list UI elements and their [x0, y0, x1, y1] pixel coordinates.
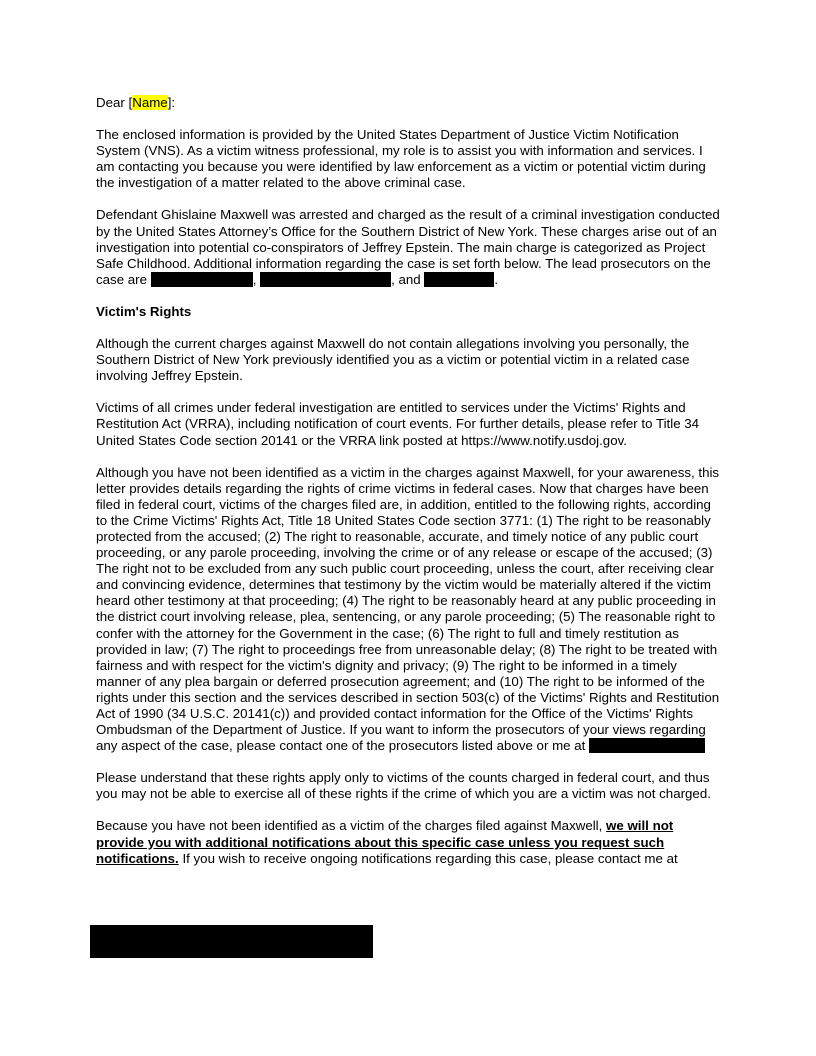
notification-warning: we will not provide you with additional notifications about this specific case unless you request such notifications.: [96, 818, 674, 866]
rights-paragraph: Although you have not been identified as a victim in the charges against Maxwell, for your awareness, this letter provides details regarding the rights of crime victims in federal cases. Now that charges have been filed in federal court, victims of the charges filed are, in addition, entitled to the following rights, according to the Crime Victims' Rights Act, Title 18 United States Code section 3771: (1) The right to be reasonably protected from the accused; (2) The right to reasonable, accurate, and timely notice of any public court proceeding, or any parole proceeding, involving the crime or of any release or escape of the accused; (3) The right not to be excluded from any such public court proceeding, unless the court, after receiving clear and convincing evidence, determines that testimony by the victim would be materially altered if the victim heard other testimony at that proceeding; (4) The right to be reasonably heard at any public proceeding in the district court involving release, plea, sentencing, or any parole proceeding; (5) The reasonable right to confer with the attorney for the Government in the case; (6) The right to full and timely restitution as provided in law; (7) The right to proceedings free from unreasonable delay; (8) The right to be treated with fairness and with respect for the victim's dignity and privacy; (9) The right to be informed in a timely manner of any plea bargain or deferred prosecution agreement; and (10) The right to be informed of the rights under this section and the services described in section 503(c) of the Victims' Rights and Restitution Act of 1990 (34 U.S.C. 20141(c)) and provided contact information for the Office of the Victims' Rights Ombudsman of the Department of Justice. If you want to inform the prosecutors of your views regarding any aspect of the case, please contact one of the prosecutors listed above or me at: [96, 464, 720, 754]
redaction-contact: [90, 925, 373, 958]
redaction-prosecutor-2: [260, 272, 391, 287]
section-heading: Victim's Rights: [96, 303, 192, 319]
redaction-prosecutor-3: [424, 272, 494, 287]
limitations-paragraph: Please understand that these rights apply only to victims of the counts charged in federal court, and thus you may not be able to exercise all of these rights if the crime of which you are a victim was not charged.: [96, 770, 711, 802]
redaction-prosecutor-1: [151, 272, 253, 287]
maxwell-charges-paragraph: Although the current charges against Maxwell do not contain allegations involving you personally, the Southern District of New York previously identified you as a victim or potential victim in a related case involving Jeffrey Epstein.: [96, 336, 690, 384]
vrra-paragraph: Victims of all crimes under federal investigation are entitled to services under the Victims' Rights and Restitution Act (VRRA), including notification of court events. For further details, please refer to Title 34 United States Code section 20141 or the VRRA link posted at https://www.notify.usdoj.gov.: [96, 400, 700, 448]
case-paragraph: Defendant Ghislaine Maxwell was arrested and charged as the result of a criminal investigation conducted by the United States Attorney’s Office for the Southern District of New York. These charges arise out of an investigation into potential co-conspirators of Jeffrey Epstein. The main charge is categorized as Project Safe Childhood. Additional information regarding the case is set forth below. The lead prosecutors on the case are , , and .: [96, 207, 720, 287]
letter-body: [96, 95, 720, 883]
notification-paragraph: Because you have not been identified as a victim of the charges filed against Maxwell, we will not provide you with additional notifications about this specific case unless you request such notifications. If you wish to receive ongoing notifications regarding this case, please contact me at: [96, 818, 678, 866]
salutation: Dear [Name]:: [96, 95, 176, 110]
name-placeholder: Name: [132, 95, 168, 110]
redaction-phone: [589, 738, 705, 753]
intro-paragraph: The enclosed information is provided by the United States Department of Justice Victim Notification System (VNS). As a victim witness professional, my role is to assist you with information and services. I am contacting you because you were identified by law enforcement as a victim or potential victim during the investigation of a matter related to the above criminal case.: [96, 127, 706, 191]
